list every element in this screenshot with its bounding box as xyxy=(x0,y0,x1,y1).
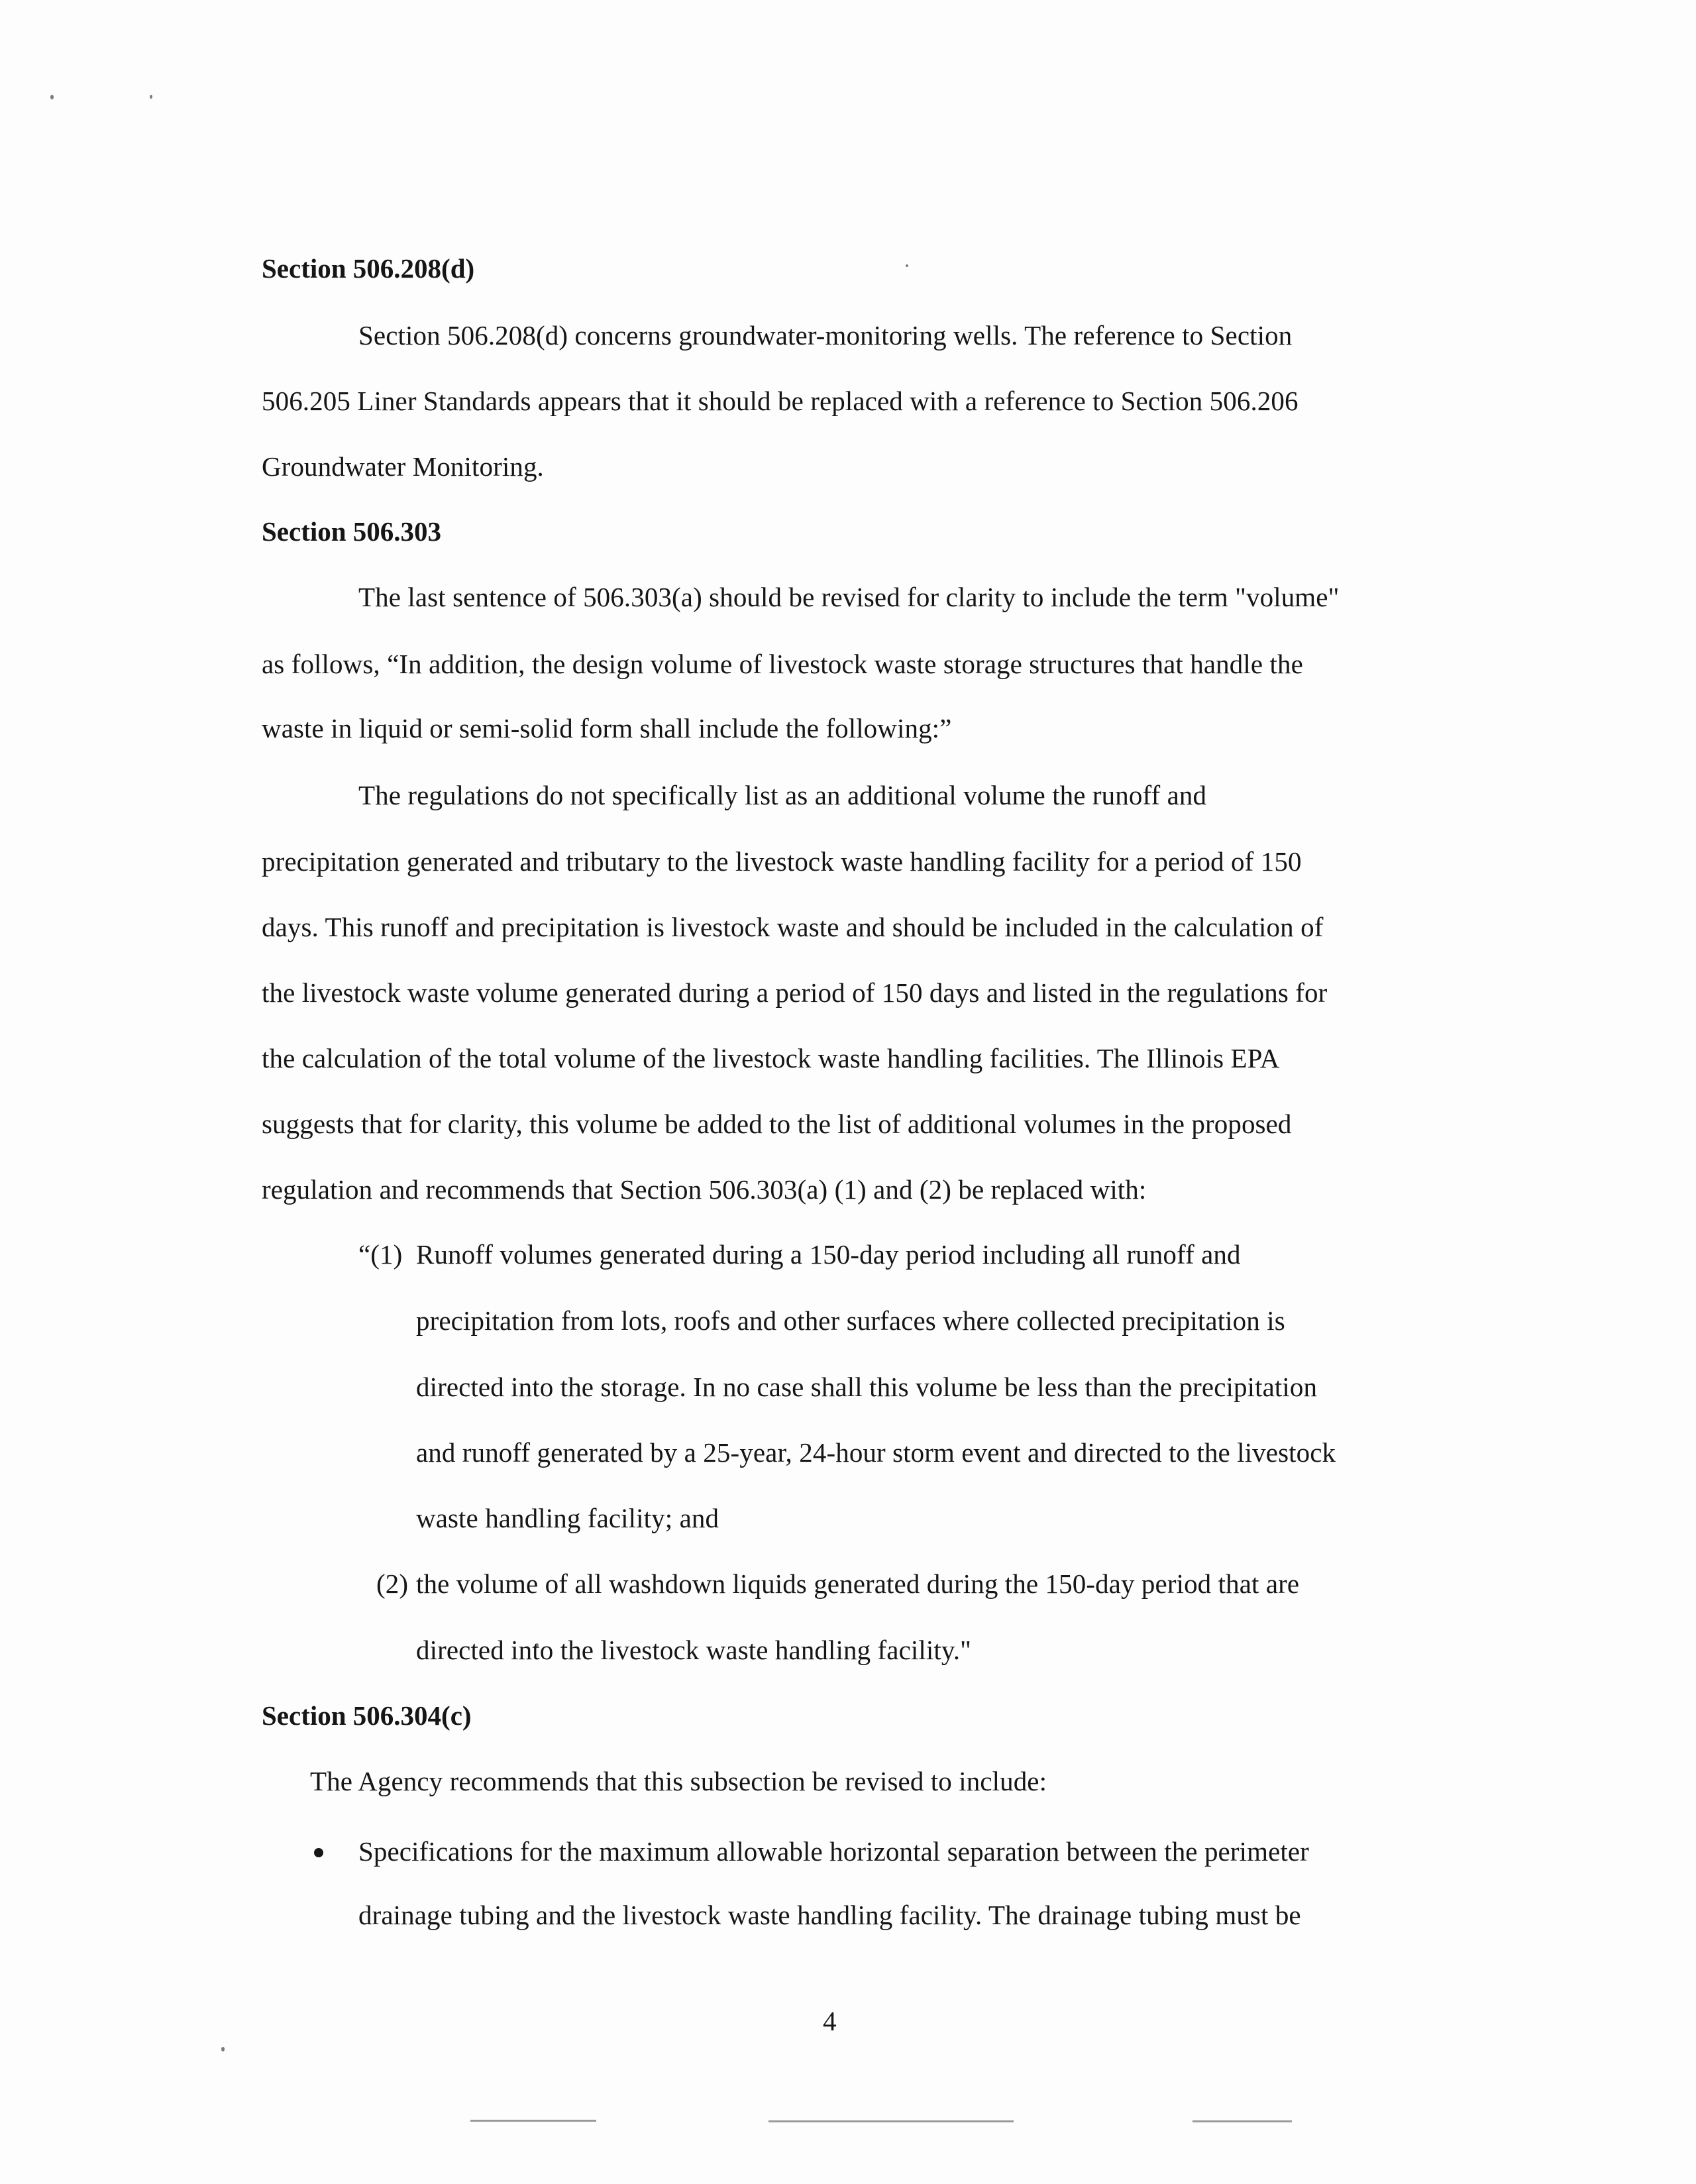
paragraph-line: as follows, “In addition, the design volume of livestock waste storage structures that handle the xyxy=(262,649,1303,679)
section-heading: Section 506.208(d) xyxy=(262,253,475,284)
paragraph-line: suggests that for clarity, this volume be added to the list of additional volumes in the proposed xyxy=(262,1109,1292,1139)
paragraph-line: The last sentence of 506.303(a) should be revised for clarity to include the term "volume" xyxy=(358,582,1340,612)
scan-speck xyxy=(906,264,908,267)
list-item-line: directed into the storage. In no case shall this volume be less than the precipitation xyxy=(416,1372,1318,1402)
scan-line xyxy=(470,2120,596,2122)
paragraph-line: the calculation of the total volume of the livestock waste handling facilities. The Illinois EPA xyxy=(262,1043,1280,1073)
paragraph-line: precipitation generated and tributary to the livestock waste handling facility for a period of 150 xyxy=(262,846,1302,877)
page-number: 4 xyxy=(823,2006,837,2036)
scan-speck xyxy=(50,95,54,99)
paragraph-line: Section 506.208(d) concerns groundwater-monitoring wells. The reference to Section xyxy=(358,320,1293,351)
scan-line xyxy=(768,2120,1014,2122)
list-marker: “(1) xyxy=(358,1239,403,1270)
list-item-line: Runoff volumes generated during a 150-day period including all runoff and xyxy=(416,1239,1241,1270)
paragraph-line: The regulations do not specifically list as an additional volume the runoff and xyxy=(358,780,1207,810)
scan-line xyxy=(1192,2120,1292,2122)
paragraph-line: Groundwater Monitoring. xyxy=(262,451,544,482)
paragraph-line: 506.205 Liner Standards appears that it should be replaced with a reference to Section 506.206 xyxy=(262,386,1298,416)
paragraph-line: days. This runoff and precipitation is livestock waste and should be included in the calculation of xyxy=(262,912,1324,942)
list-item-line: and runoff generated by a 25-year, 24-hour storm event and directed to the livestock xyxy=(416,1437,1336,1468)
section-heading: Section 506.303 xyxy=(262,516,442,547)
list-item-line: waste handling facility; and xyxy=(416,1503,719,1533)
section-heading: Section 506.304(c) xyxy=(262,1700,472,1731)
paragraph-line: regulation and recommends that Section 506.303(a) (1) and (2) be replaced with: xyxy=(262,1174,1147,1205)
paragraph-line: the livestock waste volume generated during a period of 150 days and listed in the regulations for xyxy=(262,977,1328,1008)
list-item-line: directed into the livestock waste handling facility." xyxy=(416,1635,971,1665)
bullet-icon xyxy=(314,1848,323,1857)
list-item-line: precipitation from lots, roofs and other surfaces where collected precipitation is xyxy=(416,1305,1285,1336)
bullet-line: Specifications for the maximum allowable horizontal separation between the perimeter xyxy=(358,1836,1309,1867)
paragraph-line: The Agency recommends that this subsection be revised to include: xyxy=(310,1766,1047,1796)
scan-speck xyxy=(150,95,152,99)
bullet-line: drainage tubing and the livestock waste handling facility. The drainage tubing must be xyxy=(358,1900,1301,1930)
list-item-line: the volume of all washdown liquids generated during the 150-day period that are xyxy=(416,1568,1300,1599)
list-marker: (2) xyxy=(376,1568,409,1599)
scan-speck xyxy=(221,2047,225,2051)
paragraph-line: waste in liquid or semi-solid form shall include the following:” xyxy=(262,713,952,743)
